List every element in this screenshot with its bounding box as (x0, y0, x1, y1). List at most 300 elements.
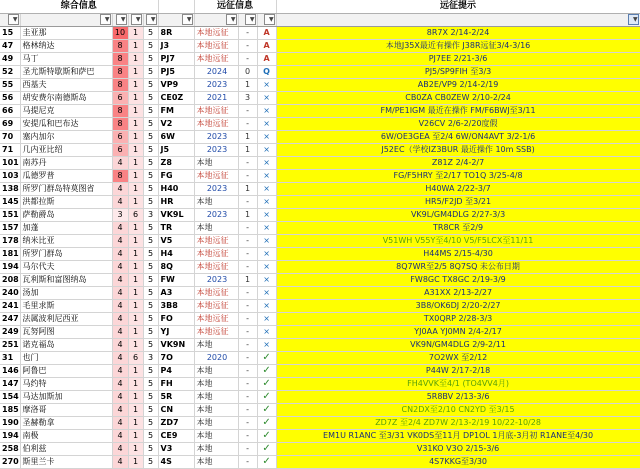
row-number: 247 (0, 312, 20, 325)
entity-name: 斯里兰卡 (20, 455, 112, 468)
score-b: 1 (128, 156, 143, 169)
table-row[interactable] (0, 130, 640, 143)
group-header-expedition: 远征信息 (194, 0, 276, 13)
table-row[interactable] (0, 247, 640, 260)
score-c: 5 (143, 52, 158, 65)
entity-name: 马达加斯加 (20, 390, 112, 403)
entity-name: 圭亚那 (20, 26, 112, 39)
score-a: 4 (112, 286, 128, 299)
callsign-prefix: TR (158, 221, 194, 234)
entity-name: 南苏丹 (20, 156, 112, 169)
filter-cell-count (238, 13, 257, 26)
row-number: 185 (0, 403, 20, 416)
row-number: 194 (0, 260, 20, 273)
group-header-general: 综合信息 (0, 0, 158, 13)
table-row[interactable] (0, 260, 640, 273)
qso-count: - (238, 312, 257, 325)
expedition-hint: V31KO V3O 2/15-3/6 (276, 442, 640, 455)
qso-count: 1 (238, 130, 257, 143)
score-a: 4 (112, 442, 128, 455)
qso-count: - (238, 260, 257, 273)
row-number: 249 (0, 325, 20, 338)
expedition-hint: AB2E/VP9 2/14-2/19 (276, 78, 640, 91)
filter-dropdown-status-icon[interactable]: ▼ (226, 14, 237, 25)
confirm-mark: ✓ (257, 390, 276, 403)
group-header-hint: 远征提示 (276, 0, 640, 13)
expedition-status: 2023 (194, 78, 238, 91)
qso-count: 0 (238, 65, 257, 78)
expedition-status: 2024 (194, 65, 238, 78)
score-c: 5 (143, 104, 158, 117)
row-number: 258 (0, 442, 20, 455)
score-c: 5 (143, 221, 158, 234)
table-row[interactable] (0, 117, 640, 130)
row-number: 15 (0, 26, 20, 39)
expedition-hint: 本地J35X最近有操作 J38R远征3/4-3/16 (276, 39, 640, 52)
table-row[interactable] (0, 351, 640, 364)
filter-cell-c (143, 13, 158, 26)
confirm-mark: × (257, 247, 276, 260)
callsign-prefix: FO (158, 312, 194, 325)
callsign-prefix: HR (158, 195, 194, 208)
expedition-hint: YJ0AA YJ0MN 2/4-2/17 (276, 325, 640, 338)
filter-cell-num (0, 13, 20, 26)
filter-cell-mark (257, 13, 276, 26)
row-number: 181 (0, 247, 20, 260)
expedition-status: 2023 (194, 130, 238, 143)
score-a: 4 (112, 312, 128, 325)
table-row[interactable] (0, 325, 640, 338)
table-row[interactable] (0, 286, 640, 299)
row-number: 71 (0, 143, 20, 156)
row-number: 55 (0, 78, 20, 91)
entity-name: 伯利兹 (20, 442, 112, 455)
expedition-status: 本地远征 (194, 52, 238, 65)
confirm-mark: × (257, 299, 276, 312)
confirm-mark: ✓ (257, 377, 276, 390)
expedition-status: 2023 (194, 208, 238, 221)
score-b: 1 (128, 182, 143, 195)
entity-name: 摩洛哥 (20, 403, 112, 416)
score-a: 4 (112, 377, 128, 390)
row-number: 251 (0, 338, 20, 351)
entity-name: 汤加 (20, 286, 112, 299)
qso-count: - (238, 234, 257, 247)
expedition-hint: ZD7Z 至2/4 ZD7W 2/13-2/19 10/22-10/28 (276, 416, 640, 429)
score-a: 8 (112, 65, 128, 78)
score-b: 1 (128, 273, 143, 286)
confirm-mark: × (257, 143, 276, 156)
row-number: 157 (0, 221, 20, 234)
score-a: 10 (112, 26, 128, 39)
table-row[interactable] (0, 91, 640, 104)
score-b: 1 (128, 26, 143, 39)
entity-name: 纳米比亚 (20, 234, 112, 247)
qso-count: - (238, 364, 257, 377)
qso-count: - (238, 52, 257, 65)
score-c: 5 (143, 143, 158, 156)
score-c: 5 (143, 130, 158, 143)
callsign-prefix: P4 (158, 364, 194, 377)
expedition-status: 本地远征 (194, 117, 238, 130)
table-row[interactable] (0, 208, 640, 221)
score-a: 8 (112, 169, 128, 182)
callsign-prefix: V3 (158, 442, 194, 455)
callsign-prefix: CE9 (158, 429, 194, 442)
score-c: 5 (143, 156, 158, 169)
table-row[interactable] (0, 156, 640, 169)
expedition-status: 本地 (194, 390, 238, 403)
score-c: 5 (143, 338, 158, 351)
filter-dropdown-name-icon[interactable]: ▼ (100, 14, 111, 25)
qso-count: - (238, 286, 257, 299)
row-number: 270 (0, 455, 20, 468)
expedition-status: 本地远征 (194, 286, 238, 299)
row-number: 101 (0, 156, 20, 169)
confirm-mark: ✓ (257, 351, 276, 364)
score-c: 3 (143, 208, 158, 221)
qso-count: 1 (238, 143, 257, 156)
expedition-hint: CB0ZA CB0ZEW 2/10-2/24 (276, 91, 640, 104)
table-row[interactable] (0, 429, 640, 442)
score-a: 4 (112, 364, 128, 377)
group-header-spacer (158, 0, 194, 13)
filter-dropdown-call-icon[interactable]: ▼ (182, 14, 193, 25)
expedition-hint: FM/PE1IGM 最近在操作 FM/F6BWJ至3/11 (276, 104, 640, 117)
score-c: 5 (143, 377, 158, 390)
row-number: 194 (0, 429, 20, 442)
score-b: 1 (128, 416, 143, 429)
entity-name: 马丁 (20, 52, 112, 65)
callsign-prefix: Z8 (158, 156, 194, 169)
score-b: 1 (128, 104, 143, 117)
expedition-status: 本地远征 (194, 312, 238, 325)
score-c: 5 (143, 325, 158, 338)
expedition-status: 本地远征 (194, 234, 238, 247)
table-row[interactable] (0, 338, 640, 351)
expedition-hint: VK9L/GM4DLG 2/27-3/3 (276, 208, 640, 221)
entity-name: 洪都拉斯 (20, 195, 112, 208)
callsign-prefix: 8Q (158, 260, 194, 273)
score-c: 3 (143, 351, 158, 364)
score-b: 1 (128, 91, 143, 104)
score-a: 8 (112, 39, 128, 52)
filter-dropdown-a-icon[interactable]: ▼ (116, 14, 127, 25)
score-c: 5 (143, 247, 158, 260)
score-a: 8 (112, 117, 128, 130)
score-b: 1 (128, 338, 143, 351)
table-row[interactable] (0, 39, 640, 52)
confirm-mark: × (257, 195, 276, 208)
table-row[interactable] (0, 65, 640, 78)
score-a: 3 (112, 208, 128, 221)
entity-name: 格林纳达 (20, 39, 112, 52)
score-b: 1 (128, 247, 143, 260)
table-row[interactable] (0, 364, 640, 377)
score-c: 5 (143, 234, 158, 247)
table-row[interactable] (0, 377, 640, 390)
table-row[interactable] (0, 234, 640, 247)
entity-name: 加蓬 (20, 221, 112, 234)
score-a: 4 (112, 234, 128, 247)
expedition-hint: Z81Z 2/4-2/7 (276, 156, 640, 169)
entity-name: 西基夫 (20, 78, 112, 91)
row-number: 52 (0, 65, 20, 78)
row-number: 178 (0, 234, 20, 247)
confirm-mark: × (257, 117, 276, 130)
group-header-row (0, 0, 640, 13)
callsign-prefix: 8R (158, 26, 194, 39)
filter-dropdown-num-icon[interactable]: ▼ (8, 14, 19, 25)
confirm-mark: × (257, 286, 276, 299)
expedition-hint: 8Q7WR至2/5 8Q7SQ 未公布日期 (276, 260, 640, 273)
score-b: 1 (128, 403, 143, 416)
entity-name: 毛里求斯 (20, 299, 112, 312)
table-row[interactable] (0, 273, 640, 286)
row-number: 208 (0, 273, 20, 286)
score-c: 5 (143, 299, 158, 312)
score-c: 5 (143, 390, 158, 403)
score-b: 6 (128, 351, 143, 364)
qso-count: - (238, 104, 257, 117)
filter-cell-call (158, 13, 194, 26)
table-row[interactable] (0, 169, 640, 182)
qso-count: - (238, 247, 257, 260)
score-a: 4 (112, 221, 128, 234)
confirm-mark: ✓ (257, 442, 276, 455)
callsign-prefix: FW (158, 273, 194, 286)
score-b: 1 (128, 65, 143, 78)
confirm-mark: × (257, 156, 276, 169)
expedition-status: 本地 (194, 377, 238, 390)
table-row[interactable] (0, 52, 640, 65)
score-c: 5 (143, 403, 158, 416)
qso-count: - (238, 169, 257, 182)
row-number: 145 (0, 195, 20, 208)
filter-cell-status (194, 13, 238, 26)
confirm-mark: ✓ (257, 364, 276, 377)
qso-count: - (238, 338, 257, 351)
score-a: 4 (112, 455, 128, 468)
score-b: 1 (128, 78, 143, 91)
score-c: 5 (143, 39, 158, 52)
score-a: 4 (112, 338, 128, 351)
score-c: 5 (143, 117, 158, 130)
table-row[interactable] (0, 403, 640, 416)
entity-name: 也门 (20, 351, 112, 364)
expedition-hint: TR8CR 至2/9 (276, 221, 640, 234)
entity-name: 萨勒爵岛 (20, 208, 112, 221)
score-b: 1 (128, 299, 143, 312)
callsign-prefix: J5 (158, 143, 194, 156)
score-a: 4 (112, 247, 128, 260)
filter-header-row (0, 13, 640, 26)
filter-cell-a (112, 13, 128, 26)
score-b: 1 (128, 286, 143, 299)
callsign-prefix: 3B8 (158, 299, 194, 312)
filter-cell-hint (276, 13, 640, 26)
expedition-status: 本地远征 (194, 26, 238, 39)
filter-dropdown-hint-icon[interactable]: ▼ (628, 14, 639, 25)
score-b: 1 (128, 117, 143, 130)
table-row[interactable] (0, 195, 640, 208)
score-a: 4 (112, 403, 128, 416)
row-number: 146 (0, 364, 20, 377)
callsign-prefix: YJ (158, 325, 194, 338)
confirm-mark: ✓ (257, 403, 276, 416)
expedition-status: 本地 (194, 429, 238, 442)
table-row[interactable] (0, 416, 640, 429)
expedition-hint: HR5/F2JD 至3/21 (276, 195, 640, 208)
callsign-prefix: V2 (158, 117, 194, 130)
confirm-mark: × (257, 273, 276, 286)
expedition-status: 本地远征 (194, 247, 238, 260)
entity-name: 圣尤斯特歇斯和萨巴 (20, 65, 112, 78)
expedition-status: 2023 (194, 273, 238, 286)
callsign-prefix: FG (158, 169, 194, 182)
filter-dropdown-mark-icon[interactable]: ▼ (264, 14, 275, 25)
expedition-status: 本地 (194, 455, 238, 468)
qso-count: - (238, 195, 257, 208)
expedition-hint: FW8GC TX8GC 2/19-3/9 (276, 273, 640, 286)
confirm-mark: × (257, 338, 276, 351)
qso-count: - (238, 156, 257, 169)
expedition-hint: VK9N/GM4DLG 2/9-2/11 (276, 338, 640, 351)
score-c: 5 (143, 78, 158, 91)
table-row[interactable] (0, 312, 640, 325)
callsign-prefix: VK9N (158, 338, 194, 351)
expedition-status: 本地远征 (194, 39, 238, 52)
score-a: 4 (112, 273, 128, 286)
expedition-hint: CN2DX至2/10 CN2YD 至3/15 (276, 403, 640, 416)
entity-name: 马约特 (20, 377, 112, 390)
score-a: 6 (112, 91, 128, 104)
table-row[interactable] (0, 26, 640, 39)
score-a: 6 (112, 130, 128, 143)
callsign-prefix: VP9 (158, 78, 194, 91)
table-row[interactable] (0, 221, 640, 234)
confirm-mark: × (257, 260, 276, 273)
score-a: 4 (112, 299, 128, 312)
row-number: 190 (0, 416, 20, 429)
score-c: 5 (143, 312, 158, 325)
callsign-prefix: VK9L (158, 208, 194, 221)
qso-count: - (238, 429, 257, 442)
score-b: 1 (128, 429, 143, 442)
score-b: 1 (128, 130, 143, 143)
filter-dropdown-c-icon[interactable]: ▼ (146, 14, 157, 25)
table-row[interactable] (0, 455, 640, 468)
table-row[interactable] (0, 78, 640, 91)
expedition-hint: H40WA 2/22-3/7 (276, 182, 640, 195)
entity-name: 几内亚比绍 (20, 143, 112, 156)
qso-count: - (238, 26, 257, 39)
score-b: 1 (128, 169, 143, 182)
qso-count: - (238, 390, 257, 403)
entity-name: 诺克福岛 (20, 338, 112, 351)
row-number: 56 (0, 91, 20, 104)
confirm-mark: A (257, 26, 276, 39)
qso-count: 1 (238, 208, 257, 221)
confirm-mark: × (257, 104, 276, 117)
entity-name: 南极 (20, 429, 112, 442)
filter-dropdown-count-icon[interactable]: ▼ (245, 14, 256, 25)
score-c: 5 (143, 429, 158, 442)
expedition-hint: A31XX 2/13-2/27 (276, 286, 640, 299)
callsign-prefix: H40 (158, 182, 194, 195)
score-b: 1 (128, 377, 143, 390)
row-number: 31 (0, 351, 20, 364)
expedition-status: 本地 (194, 442, 238, 455)
filter-dropdown-b-icon[interactable]: ▼ (131, 14, 142, 25)
entity-name: 马尔代夫 (20, 260, 112, 273)
expedition-hint: PJ7EE 2/21-3/6 (276, 52, 640, 65)
expedition-status: 本地远征 (194, 299, 238, 312)
expedition-status: 本地远征 (194, 169, 238, 182)
table-row[interactable] (0, 143, 640, 156)
callsign-prefix: 5R (158, 390, 194, 403)
score-b: 1 (128, 442, 143, 455)
score-a: 4 (112, 416, 128, 429)
entity-name: 安提瓜和巴布达 (20, 117, 112, 130)
table-row[interactable] (0, 104, 640, 117)
expedition-hint: J52EC（学校IZ3BUR 最近操作 10m SSB) (276, 143, 640, 156)
score-a: 4 (112, 195, 128, 208)
expedition-hint: FG/F5HRY 至2/17 TO1Q 3/25-4/8 (276, 169, 640, 182)
qso-count: - (238, 351, 257, 364)
score-b: 1 (128, 325, 143, 338)
score-a: 4 (112, 260, 128, 273)
expedition-hint: PJ5/SP9FIH 至3/3 (276, 65, 640, 78)
confirm-mark: × (257, 182, 276, 195)
expedition-status: 2020 (194, 351, 238, 364)
table-row[interactable] (0, 182, 640, 195)
table-body (0, 26, 640, 468)
callsign-prefix: 6W (158, 130, 194, 143)
entity-name: 瓦努阿图 (20, 325, 112, 338)
score-b: 1 (128, 312, 143, 325)
score-b: 1 (128, 221, 143, 234)
table-row[interactable] (0, 390, 640, 403)
score-a: 4 (112, 429, 128, 442)
qso-count: 3 (238, 91, 257, 104)
qso-count: - (238, 39, 257, 52)
score-b: 1 (128, 234, 143, 247)
score-c: 5 (143, 195, 158, 208)
qso-count: - (238, 416, 257, 429)
confirm-mark: × (257, 130, 276, 143)
filter-cell-name (20, 13, 112, 26)
expedition-hint: P44W 2/17-2/18 (276, 364, 640, 377)
score-a: 4 (112, 156, 128, 169)
expedition-hint: 8R7X 2/14-2/24 (276, 26, 640, 39)
row-number: 240 (0, 286, 20, 299)
table-row[interactable] (0, 299, 640, 312)
score-a: 8 (112, 104, 128, 117)
confirm-mark: Q (257, 65, 276, 78)
confirm-mark: ✓ (257, 429, 276, 442)
confirm-mark: ✓ (257, 416, 276, 429)
callsign-prefix: V5 (158, 234, 194, 247)
table-row[interactable] (0, 442, 640, 455)
callsign-prefix: H4 (158, 247, 194, 260)
score-c: 5 (143, 273, 158, 286)
confirm-mark: × (257, 208, 276, 221)
score-c: 5 (143, 65, 158, 78)
row-number: 147 (0, 377, 20, 390)
callsign-prefix: A3 (158, 286, 194, 299)
score-b: 1 (128, 52, 143, 65)
